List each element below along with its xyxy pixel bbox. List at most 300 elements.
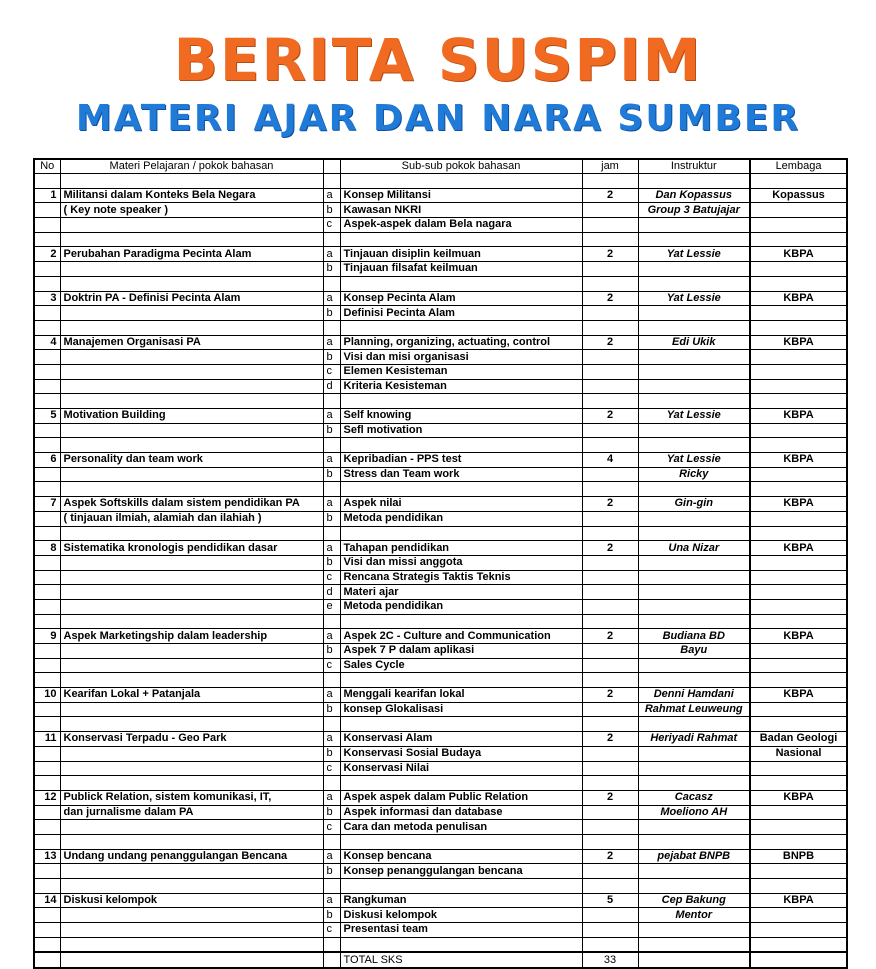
lembaga-cell [750, 776, 847, 791]
sub-topic: Konsep bencana [340, 849, 582, 864]
sub-topic: Konsep Militansi [340, 188, 582, 203]
lembaga-cell [750, 218, 847, 233]
row-number [34, 614, 60, 629]
lembaga-cell [750, 438, 847, 453]
materi-cell: Aspek Marketingship dalam leadership [60, 629, 323, 644]
row-number [34, 585, 60, 600]
jam-cell [582, 320, 638, 335]
table-row [34, 673, 847, 688]
materi-cell: Militansi dalam Konteks Bela Negara [60, 188, 323, 203]
jam-cell [582, 761, 638, 776]
instruktur-cell [638, 364, 750, 379]
table-header-row [34, 159, 847, 174]
row-number [34, 908, 60, 923]
jam-cell [582, 438, 638, 453]
row-number [34, 262, 60, 277]
sub-letter: a [323, 849, 340, 864]
table-row [34, 923, 847, 938]
sub-topic: Konservasi Sosial Budaya [340, 746, 582, 761]
sub-letter: a [323, 497, 340, 512]
table-row [34, 790, 847, 805]
lembaga-cell [750, 555, 847, 570]
table-row [34, 276, 847, 291]
sub-topic [340, 232, 582, 247]
sub-topic: Kawasan NKRI [340, 203, 582, 218]
instruktur-cell [638, 746, 750, 761]
lembaga-cell [750, 820, 847, 835]
col-header-materi: Materi Pelajaran / pokok bahasan [60, 159, 323, 174]
instruktur-cell: Denni Hamdani [638, 688, 750, 703]
sub-letter: d [323, 379, 340, 394]
page-title: BERITA SUSPIM [173, 26, 703, 94]
row-number [34, 923, 60, 938]
sub-topic: konsep Glokalisasi [340, 702, 582, 717]
jam-cell [582, 306, 638, 321]
sub-letter: b [323, 262, 340, 277]
lembaga-cell [750, 761, 847, 776]
sub-topic: Tahapan pendidikan [340, 541, 582, 556]
materi-cell: Konservasi Terpadu - Geo Park [60, 732, 323, 747]
materi-cell: Personality dan team work [60, 453, 323, 468]
sub-topic: Stress dan Team work [340, 467, 582, 482]
table-row [34, 203, 847, 218]
sub-topic: Aspek-aspek dalam Bela nagara [340, 218, 582, 233]
materi-cell [60, 364, 323, 379]
jam-cell: 2 [582, 732, 638, 747]
sub-topic: Planning, organizing, actuating, control [340, 335, 582, 350]
jam-cell [582, 379, 638, 394]
sub-letter: b [323, 555, 340, 570]
sub-letter: b [323, 864, 340, 879]
materi-cell: dan jurnalisme dalam PA [60, 805, 323, 820]
sub-letter: a [323, 688, 340, 703]
instruktur-cell: pejabat BNPB [638, 849, 750, 864]
instruktur-cell [638, 526, 750, 541]
jam-cell: 2 [582, 497, 638, 512]
jam-cell [582, 218, 638, 233]
instruktur-cell [638, 379, 750, 394]
jam-cell: 5 [582, 893, 638, 908]
col-header-no: No [34, 159, 60, 174]
lembaga-cell [750, 511, 847, 526]
table-row [34, 511, 847, 526]
table-row [34, 834, 847, 849]
materi-cell [60, 585, 323, 600]
instruktur-cell: Edi Ukik [638, 335, 750, 350]
lembaga-cell: KBPA [750, 497, 847, 512]
row-number: 5 [34, 409, 60, 424]
sub-topic [340, 879, 582, 894]
lembaga-cell [750, 174, 847, 189]
sub-topic: Aspek nilai [340, 497, 582, 512]
sub-topic [340, 276, 582, 291]
sub-topic: Menggali kearifan lokal [340, 688, 582, 703]
row-number: 3 [34, 291, 60, 306]
jam-cell [582, 673, 638, 688]
lembaga-cell [750, 364, 847, 379]
jam-cell [582, 350, 638, 365]
table-row [34, 291, 847, 306]
materi-cell [60, 306, 323, 321]
materi-cell [60, 526, 323, 541]
total-lembaga [750, 952, 847, 968]
lembaga-cell [750, 658, 847, 673]
table-row [34, 526, 847, 541]
lembaga-cell: Nasional [750, 746, 847, 761]
sub-letter: c [323, 923, 340, 938]
instruktur-cell: Gin-gin [638, 497, 750, 512]
table-row [34, 497, 847, 512]
jam-cell [582, 174, 638, 189]
instruktur-cell [638, 511, 750, 526]
materi-cell: Undang undang penanggulangan Bencana [60, 849, 323, 864]
row-number: 13 [34, 849, 60, 864]
total-value: 33 [582, 952, 638, 968]
jam-cell [582, 599, 638, 614]
instruktur-cell [638, 394, 750, 409]
materi-cell [60, 820, 323, 835]
materi-cell [60, 614, 323, 629]
jam-cell [582, 482, 638, 497]
materi-cell [60, 570, 323, 585]
instruktur-cell [638, 306, 750, 321]
sub-letter: a [323, 188, 340, 203]
sub-topic: Materi ajar [340, 585, 582, 600]
materi-cell: Motivation Building [60, 409, 323, 424]
materi-cell: Manajemen Organisasi PA [60, 335, 323, 350]
row-number [34, 673, 60, 688]
instruktur-cell: Yat Lessie [638, 291, 750, 306]
instruktur-cell [638, 864, 750, 879]
table-row [34, 644, 847, 659]
jam-cell: 2 [582, 790, 638, 805]
sub-topic: Visi dan missi anggota [340, 555, 582, 570]
materi-cell [60, 262, 323, 277]
instruktur-cell: Bayu [638, 644, 750, 659]
sub-topic: Self knowing [340, 409, 582, 424]
jam-cell [582, 511, 638, 526]
table-row [34, 908, 847, 923]
sub-letter [323, 614, 340, 629]
table-row [34, 599, 847, 614]
col-header-instruktur: Instruktur [638, 159, 750, 174]
sub-topic: Rencana Strategis Taktis Teknis [340, 570, 582, 585]
table-row [34, 717, 847, 732]
row-number: 7 [34, 497, 60, 512]
sub-letter: a [323, 893, 340, 908]
row-number [34, 394, 60, 409]
table-row [34, 732, 847, 747]
table-row [34, 849, 847, 864]
jam-cell: 4 [582, 453, 638, 468]
lembaga-cell [750, 585, 847, 600]
sub-topic: Elemen Kesisteman [340, 364, 582, 379]
jam-cell: 2 [582, 849, 638, 864]
lembaga-cell: Kopassus [750, 188, 847, 203]
lembaga-cell: KBPA [750, 291, 847, 306]
materi-cell [60, 482, 323, 497]
table-row [34, 188, 847, 203]
sub-topic: Cara dan metoda penulisan [340, 820, 582, 835]
sub-letter [323, 438, 340, 453]
row-number [34, 379, 60, 394]
row-number: 10 [34, 688, 60, 703]
lembaga-cell [750, 864, 847, 879]
lembaga-cell: KBPA [750, 409, 847, 424]
sub-topic: Kepribadian - PPS test [340, 453, 582, 468]
jam-cell [582, 820, 638, 835]
sub-topic: Tinjauan disiplin keilmuan [340, 247, 582, 262]
instruktur-cell [638, 614, 750, 629]
sub-letter: b [323, 908, 340, 923]
lembaga-cell [750, 908, 847, 923]
sub-letter: a [323, 409, 340, 424]
col-header-jam: jam [582, 159, 638, 174]
col-header-sub: Sub-sub pokok bahasan [340, 159, 582, 174]
lembaga-cell [750, 350, 847, 365]
instruktur-cell [638, 570, 750, 585]
sub-topic: Konservasi Nilai [340, 761, 582, 776]
sub-letter [323, 394, 340, 409]
lembaga-cell [750, 805, 847, 820]
materi-cell [60, 379, 323, 394]
sub-letter [323, 482, 340, 497]
jam-cell [582, 879, 638, 894]
materi-cell [60, 276, 323, 291]
materi-cell [60, 776, 323, 791]
row-number [34, 555, 60, 570]
lembaga-cell: KBPA [750, 335, 847, 350]
jam-cell [582, 364, 638, 379]
lembaga-cell: KBPA [750, 688, 847, 703]
table-row [34, 805, 847, 820]
jam-cell [582, 864, 638, 879]
sub-topic: Aspek 2C - Culture and Communication [340, 629, 582, 644]
jam-cell: 2 [582, 335, 638, 350]
page-subtitle: MATERI AJAR DAN NARA SUMBER [75, 98, 801, 139]
sub-topic [340, 834, 582, 849]
total-row [34, 952, 847, 968]
sub-letter: b [323, 702, 340, 717]
instruktur-cell [638, 658, 750, 673]
sub-topic: Aspek informasi dan database [340, 805, 582, 820]
instruktur-cell: Yat Lessie [638, 247, 750, 262]
lembaga-cell [750, 570, 847, 585]
jam-cell [582, 526, 638, 541]
sub-letter: b [323, 350, 340, 365]
instruktur-cell: Heriyadi Rahmat [638, 732, 750, 747]
sub-letter: c [323, 658, 340, 673]
sub-letter [323, 879, 340, 894]
jam-cell [582, 658, 638, 673]
table-row [34, 335, 847, 350]
instruktur-cell [638, 923, 750, 938]
instruktur-cell [638, 350, 750, 365]
sub-topic: Sales Cycle [340, 658, 582, 673]
table-row [34, 614, 847, 629]
materi-cell: ( tinjauan ilmiah, alamiah dan ilahiah ) [60, 511, 323, 526]
table-row [34, 879, 847, 894]
materi-cell [60, 320, 323, 335]
sub-letter: a [323, 790, 340, 805]
materi-cell: Aspek Softskills dalam sistem pendidikan PA [60, 497, 323, 512]
sub-topic: Aspek 7 P dalam aplikasi [340, 644, 582, 659]
materi-cell [60, 908, 323, 923]
jam-cell [582, 585, 638, 600]
materi-cell [60, 937, 323, 952]
lembaga-cell [750, 423, 847, 438]
instruktur-cell: Rahmat Leuweung [638, 702, 750, 717]
table-row [34, 541, 847, 556]
sub-topic [340, 320, 582, 335]
sub-topic: Tinjauan filsafat keilmuan [340, 262, 582, 277]
instruktur-cell: Una Nizar [638, 541, 750, 556]
sub-letter: e [323, 599, 340, 614]
table-row [34, 364, 847, 379]
table-row [34, 658, 847, 673]
lembaga-cell [750, 379, 847, 394]
total-letter [323, 952, 340, 968]
table-row [34, 570, 847, 585]
sub-letter: a [323, 453, 340, 468]
instruktur-cell: Budiana BD [638, 629, 750, 644]
table-body [34, 174, 847, 953]
table-row [34, 629, 847, 644]
col-header-letter [323, 159, 340, 174]
sub-topic: Presentasi team [340, 923, 582, 938]
sub-letter: c [323, 218, 340, 233]
sub-topic [340, 526, 582, 541]
sub-topic: Aspek aspek dalam Public Relation [340, 790, 582, 805]
row-number [34, 820, 60, 835]
col-header-lembaga: Lembaga [750, 159, 847, 174]
materi-cell [60, 438, 323, 453]
instruktur-cell [638, 262, 750, 277]
lembaga-cell [750, 673, 847, 688]
instruktur-cell [638, 174, 750, 189]
table-row [34, 482, 847, 497]
instruktur-cell [638, 820, 750, 835]
sub-letter: c [323, 570, 340, 585]
instruktur-cell [638, 555, 750, 570]
jam-cell [582, 423, 638, 438]
row-number [34, 658, 60, 673]
table-row [34, 306, 847, 321]
row-number: 6 [34, 453, 60, 468]
materi-cell [60, 555, 323, 570]
sub-letter: a [323, 247, 340, 262]
lembaga-cell [750, 717, 847, 732]
materi-cell [60, 467, 323, 482]
jam-cell [582, 232, 638, 247]
instruktur-cell [638, 776, 750, 791]
instruktur-cell: Dan Kopassus [638, 188, 750, 203]
jam-cell [582, 923, 638, 938]
row-number [34, 776, 60, 791]
jam-cell [582, 262, 638, 277]
row-number [34, 232, 60, 247]
jam-cell [582, 394, 638, 409]
row-number [34, 174, 60, 189]
table-row [34, 688, 847, 703]
instruktur-cell: Ricky [638, 467, 750, 482]
table-row [34, 937, 847, 952]
sub-topic: Konsep Pecinta Alam [340, 291, 582, 306]
sub-topic [340, 438, 582, 453]
table-row [34, 776, 847, 791]
sub-letter: d [323, 585, 340, 600]
row-number [34, 306, 60, 321]
materi-cell [60, 350, 323, 365]
row-number [34, 746, 60, 761]
row-number: 9 [34, 629, 60, 644]
instruktur-cell: Yat Lessie [638, 409, 750, 424]
sub-letter: b [323, 644, 340, 659]
instruktur-cell: Group 3 Batujajar [638, 203, 750, 218]
lembaga-cell [750, 526, 847, 541]
sub-topic [340, 673, 582, 688]
table-row [34, 218, 847, 233]
lembaga-cell [750, 320, 847, 335]
row-number [34, 834, 60, 849]
total-no [34, 952, 60, 968]
row-number: 14 [34, 893, 60, 908]
instruktur-cell [638, 673, 750, 688]
lembaga-cell [750, 467, 847, 482]
lembaga-cell [750, 203, 847, 218]
row-number [34, 644, 60, 659]
instruktur-cell: Mentor [638, 908, 750, 923]
instruktur-cell [638, 937, 750, 952]
table-row [34, 585, 847, 600]
row-number [34, 570, 60, 585]
lembaga-cell: KBPA [750, 629, 847, 644]
jam-cell: 2 [582, 188, 638, 203]
lembaga-cell [750, 599, 847, 614]
materi-cell [60, 423, 323, 438]
materi-cell [60, 746, 323, 761]
lembaga-cell [750, 923, 847, 938]
total-materi [60, 952, 323, 968]
materials-table [33, 158, 848, 969]
materi-cell [60, 658, 323, 673]
sub-letter [323, 320, 340, 335]
lembaga-cell: BNPB [750, 849, 847, 864]
sub-topic: Kriteria Kesisteman [340, 379, 582, 394]
materi-cell: Sistematika kronologis pendidikan dasar [60, 541, 323, 556]
sub-topic: Definisi Pecinta Alam [340, 306, 582, 321]
row-number [34, 467, 60, 482]
lembaga-cell: KBPA [750, 893, 847, 908]
jam-cell [582, 805, 638, 820]
lembaga-cell: KBPA [750, 790, 847, 805]
jam-cell [582, 276, 638, 291]
table-row [34, 761, 847, 776]
table-row [34, 247, 847, 262]
table-row [34, 409, 847, 424]
sub-letter [323, 937, 340, 952]
lembaga-cell [750, 306, 847, 321]
row-number: 1 [34, 188, 60, 203]
lembaga-cell: KBPA [750, 453, 847, 468]
jam-cell: 2 [582, 541, 638, 556]
lembaga-cell [750, 644, 847, 659]
sub-letter: b [323, 306, 340, 321]
table-row [34, 320, 847, 335]
row-number [34, 511, 60, 526]
table-row [34, 350, 847, 365]
lembaga-cell [750, 262, 847, 277]
